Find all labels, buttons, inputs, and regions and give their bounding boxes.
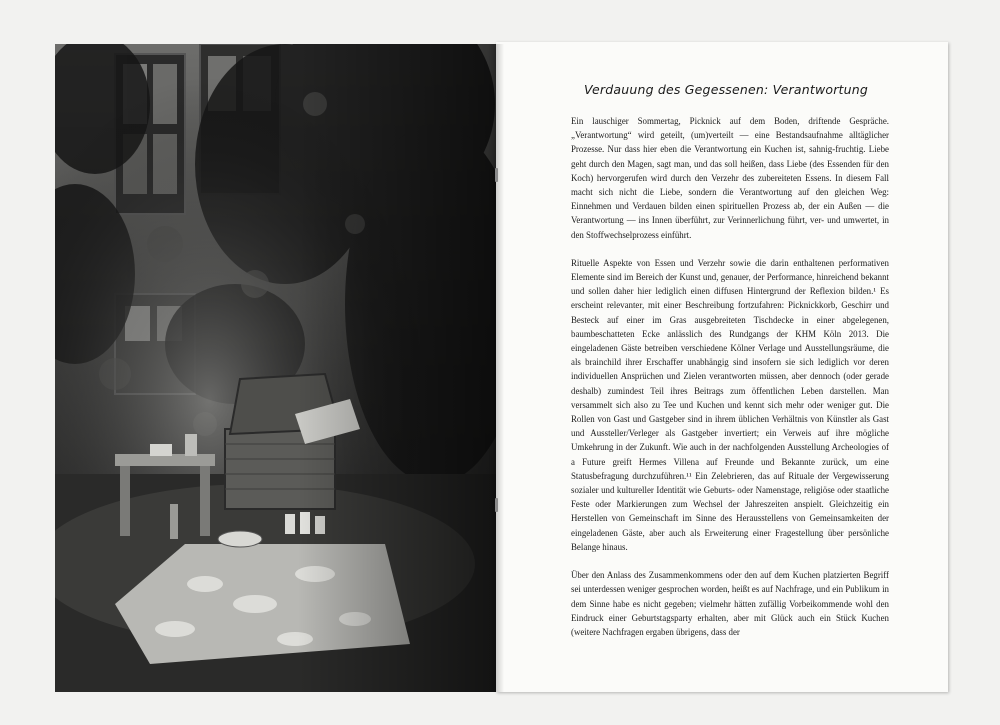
chapter-heading: Verdauung des Gegessenen: Verantwortung [583, 82, 869, 97]
staple-top [495, 168, 498, 182]
paragraph-2: Rituelle Aspekte von Essen und Verzehr sowie die darin enthaltenen performativen Elemente sind im Bereich der Kunst und, genauer, der Performance, hinreichend bekannt und sollen daher hier lediglich einen diffusen Hintergrund der Reflexion bilden.¹ Es erscheint relevanter, mit einer Beschreibung fortzufahren: Picknickkorb, Geschirr und Besteck auf einer im Gras ausgebreiteten Tischdecke in einer abgelegenen, baumbeschatteten Ecke anlässlich des Rundgangs der KHM Köln 2013. Die eingeladenen Gäste betreiben verschiedene Kölner Verlage und Ausstellungsräume, die als brainchild ihrer Erschaffer unabhängig sind insofern sie sich lediglich vor deren individuellen Ansprüchen und Zielen verantworten müssen, aber dennoch (oder gerade deshalb) zumindest Teil ihres Beitrags zum öffentlichen Leben darstellen. Man versammelt sich also zu Tee und Kuchen und kennt sich mehr oder weniger gut. Die Rollen von Gast und Gastgeber sind in ihrem üblichen Verhältnis von Künstler als Gast und Aussteller/Verleger als Gastgeber invertiert; ein Verweis auf ihre mögliche Umkehrung in der Zukunft. Wie auch in der nachfolgenden Ausstellung Archeologies of a Future greift Hermes Villena auf Freunde und Bekannte zurück, um eine Statusbefragung durchzuführen.¹¹ Ein Zelebrieren, das auf Rituale der Vergewisserung sozialer und kultureller Identität wie Geburts- oder Namenstage, religiöse oder staatliche Feste oder Markierungen zum Wechsel der Jahreszeiten anspielt. Gleichzeitig ein Herstellen von Gemeinschaft im Sinne des Herausstellens von Gemeinsamkeiten der eingeladenen Gäste, aber auch als Erweiterung einer Fragestellung über persönliche Belange hinaus. [571, 257, 889, 552]
picnic-photo-image [55, 44, 496, 692]
paragraph-1: Ein lauschiger Sommertag, Picknick auf dem Boden, driftende Gespräche. „Verantwortung“ wird geteilt, (um)verteilt — eine Bestandsaufnahme alltäglicher Prozesse. Nur dass hier eben die Verantwortung ein Kuchen ist, sahnig-fruchtig. Liebe geht durch den Magen, sagt man, und das soll heißen, dass Liebe (des Essenden für den Koch) hervorgerufen wird durch den Verzehr des zubereiteten Essens. In diesem Fall macht sich nicht die Liebe, sondern die Verantwortung auf den gleichen Weg: Einnehmen und Verdauen bilden einen spirituellen Prozess ab, der ein Außen — die Verantwortung — ins Innen überführt, zur Verinnerlichung führt, ver- und umwertet, in den Stoffwechselprozess einführt. [571, 116, 889, 240]
left-page-photo [55, 44, 496, 692]
staple-bottom [495, 498, 498, 512]
body-text [571, 114, 889, 639]
paragraph-3: Über den Anlass des Zusammenkommens oder den auf dem Kuchen platzierten Begriff sei unterdessen weniger gesprochen worden, heißt es auf Nachfrage, und ein Publikum in dem Sinne habe es nicht gegeben; vielmehr hätten zufällig Vorbeikommende wohl den Eindruck einer Geburtstagsparty erhalten, aber mit Glück auch ein Stück Kuchen (weitere Nachfragen ergaben übrigens, dass der [571, 570, 889, 637]
right-page [496, 42, 948, 692]
